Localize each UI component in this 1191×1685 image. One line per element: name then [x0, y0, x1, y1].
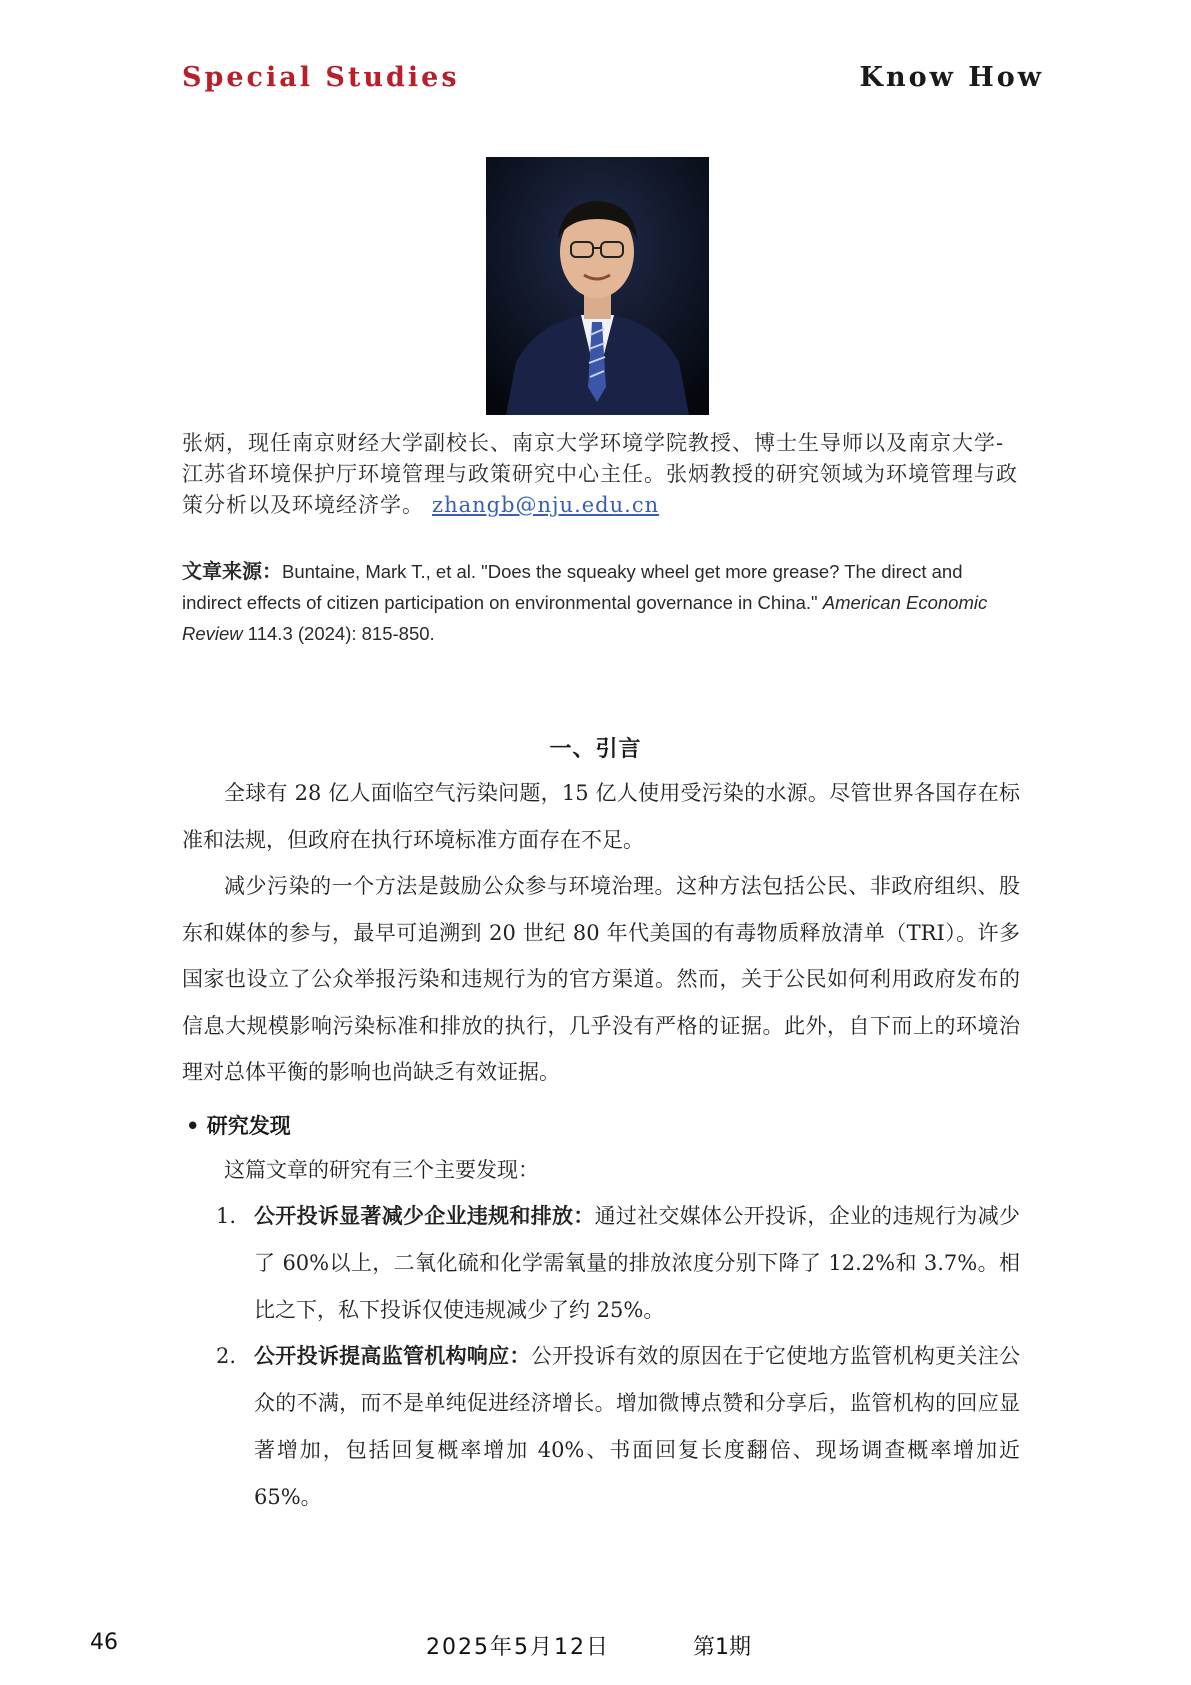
paragraph-1: 全球有 28 亿人面临空气污染问题，15 亿人使用受污染的水源。尽管世界各国存在标准和法规，但政府在执行环境标准方面存在不足。: [182, 781, 1020, 852]
header-section-title: Special Studies: [182, 62, 460, 93]
source-citation: Buntaine, Mark T., et al. "Does the squeaky wheel get more grease? The direct and indirect effects of citizen participation on environmental governance in China.": [182, 561, 963, 613]
finding-number: 1.: [216, 1204, 237, 1228]
source-label: 文章来源：: [182, 559, 282, 583]
footer-issue: 第1期: [693, 1635, 751, 1660]
finding-lead: 公开投诉提高监管机构响应：: [254, 1344, 531, 1368]
finding-text: 公开投诉有效的原因在于它使地方监管机构更关注公众的不满，而不是单纯促进经济增长。增加微博点赞和分享后，监管机构的回应显著增加，包括回复概率增加 40%、书面回复长度翻倍、现场调查概率增加近 65%。: [254, 1344, 1021, 1509]
finding-item: [216, 1193, 1020, 1334]
header-column-title: Know How: [859, 62, 1044, 93]
page-number: 46: [90, 1630, 118, 1655]
author-portrait: [486, 157, 709, 415]
section-title: 一、引言: [549, 737, 642, 762]
footer-date: 2025年5月12日: [426, 1635, 610, 1660]
source-journal: American Economic Review: [182, 592, 988, 644]
paragraph-2: 减少污染的一个方法是鼓励公众参与环境治理。这种方法包括公民、非政府组织、股东和媒体的参与，最早可追溯到 20 世纪 80 年代美国的有毒物质释放清单（TRI）。许多国家也设立了公众举报污染和违规行为的官方渠道。然而，关于公民如何利用政府发布的信息大规模影响污染标准和排放的执行，几乎没有严格的证据。此外，自下而上的环境治理对总体平衡的影响也尚缺乏有效证据。: [182, 874, 1020, 1084]
finding-item: [216, 1333, 1020, 1521]
findings-intro: 这篇文章的研究有三个主要发现：: [224, 1158, 539, 1182]
bio-text: 张炳，现任南京财经大学副校长、南京大学环境学院教授、博士生导师以及南京大学-江苏省环境保护厅环境管理与政策研究中心主任。张炳教授的研究领域为环境管理与政策分析以及环境经济学。: [182, 431, 1018, 517]
article-source: [182, 556, 1022, 649]
source-citation-details: 114.3 (2024): 815-850.: [242, 623, 435, 644]
finding-number: 2.: [216, 1344, 237, 1368]
finding-lead: 公开投诉显著减少企业违规和排放：: [254, 1204, 595, 1228]
author-email-link[interactable]: zhangb@nju.edu.cn: [432, 493, 660, 517]
findings-heading: • 研究发现: [186, 1114, 291, 1138]
author-bio: [182, 428, 1022, 521]
finding-text: 通过社交媒体公开投诉，企业的违规行为减少了 60%以上，二氧化硫和化学需氧量的排放浓度分别下降了 12.2%和 3.7%。相比之下，私下投诉仅使违规减少了约 25%。: [254, 1204, 1021, 1322]
